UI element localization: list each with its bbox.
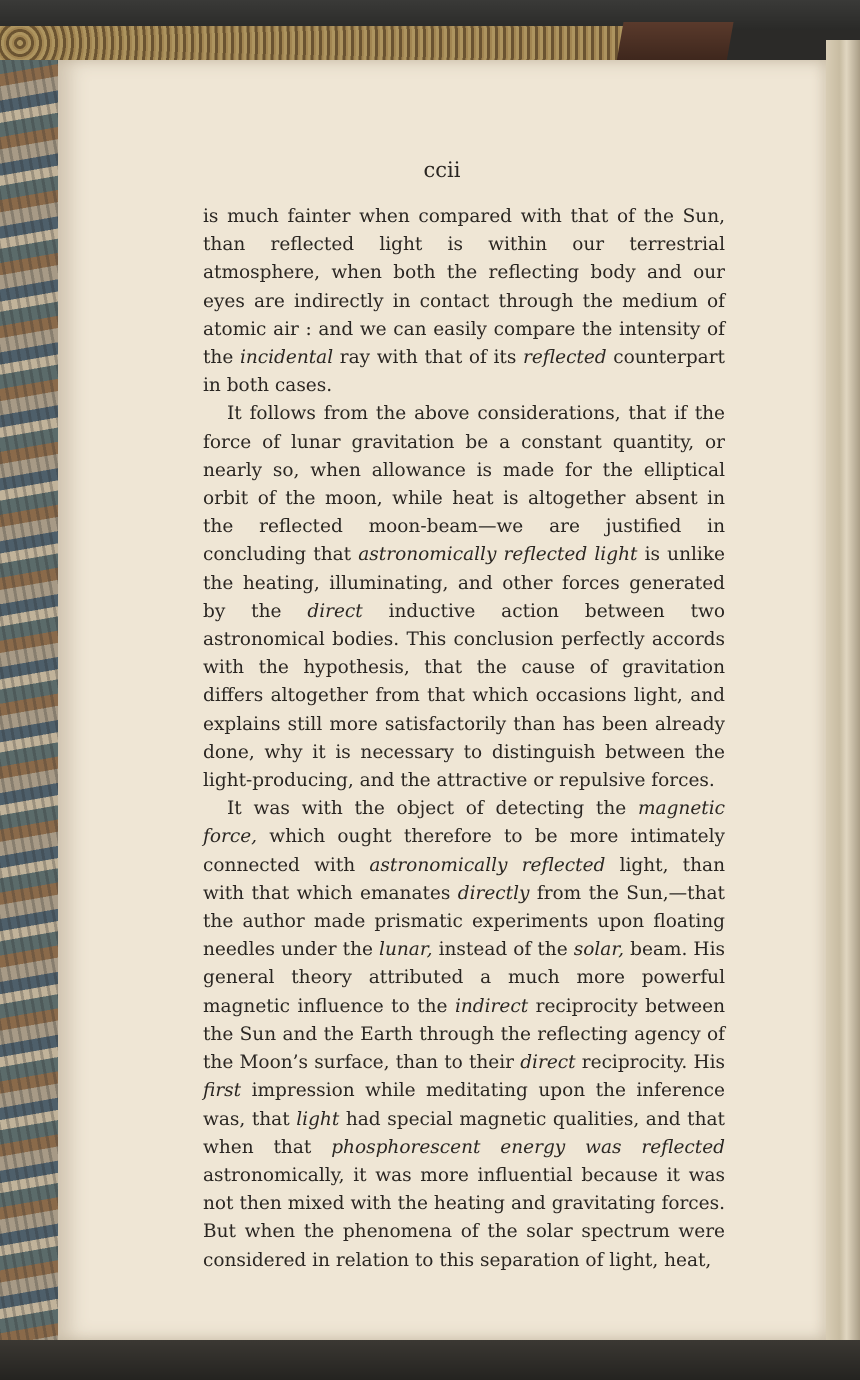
text-run: counterpart in both cases. [203, 347, 725, 397]
page-fore-edge [826, 40, 860, 1380]
italic-text: light [296, 1108, 340, 1130]
text-run: It follows from the above considerations, that if the force of lunar gravitation be a constant quantity, or nearly so, when allowance is made for the elliptical orbit of the moon, while heat is altogether absent in the reflected moon-beam—we are justified in concluding that [203, 403, 725, 566]
italic-text: astronomically reflected light [358, 544, 638, 566]
text-run: light, than with that which emanates [203, 854, 725, 904]
text-run: reciprocity. His [575, 1052, 725, 1074]
gilt-ornamental-border [0, 26, 640, 60]
paragraph [203, 203, 725, 400]
book-page [58, 60, 826, 1340]
bookmark-ribbon [616, 22, 733, 62]
text-run: reciprocity between the Sun and the Earth through the reflecting agency of the Moon’s surface, than to their [203, 995, 725, 1074]
text-run: which ought therefore to be more intimately connected with [203, 826, 725, 876]
text-run: is unlike the heating, illuminating, and other forces generated by the [203, 544, 725, 622]
italic-text: solar, [573, 939, 625, 961]
italic-text: lunar, [379, 939, 433, 961]
italic-text: reflected [522, 347, 607, 369]
bottom-background [0, 1340, 860, 1380]
italic-text: phosphorescent energy was reflected [331, 1136, 726, 1158]
body-text [203, 203, 725, 1275]
italic-text: magnetic force, [203, 798, 725, 848]
text-run: had special magnetic qualities, and that when that [203, 1108, 725, 1158]
marbled-page-edges [0, 60, 58, 1345]
text-run: astronomically, it was more influential because it was not then mixed with the heating and gravitating forces. But when the phenomena of the solar spectrum were considered in relation to this separation of light, heat, [203, 1164, 725, 1271]
paragraph [203, 795, 725, 1274]
text-run: inductive action between two astronomical bodies. This conclusion perfectly accords with the hypothesis, that the cause of gravitation differs altogether from that which occasions light, and explains still more satisfactorily than has been already done, why it is necessary to distinguish between the light-producing, and the attractive or repulsive forces. [203, 600, 726, 792]
paragraph [203, 400, 725, 795]
text-run: It was with the object of detecting the [227, 798, 638, 820]
italic-text: first [203, 1080, 242, 1102]
italic-text: directly [457, 882, 530, 904]
page-number: ccii [423, 158, 461, 182]
text-run: is much fainter when compared with that of the Sun, than reflected light is within our terrestrial atmosphere, when both the reflecting body and our eyes are indirectly in contact through the medium of atomic air : and we can easily compare the intensity of the [203, 206, 725, 369]
text-run: ray with that of its [333, 347, 523, 369]
italic-text: indirect [454, 995, 529, 1017]
text-run: instead of the [432, 939, 574, 961]
italic-text: astronomically reflected [369, 854, 606, 876]
text-run: impression while meditating upon the inference was, that [203, 1080, 725, 1130]
italic-text: direct [307, 600, 363, 622]
text-run: beam. His general theory attributed a much more powerful magnetic influence to the [203, 939, 725, 1017]
text-run: from the Sun,—that the author made prismatic experiments upon floating needles under the [203, 882, 725, 961]
italic-text: incidental [239, 347, 334, 369]
italic-text: direct [520, 1052, 576, 1074]
